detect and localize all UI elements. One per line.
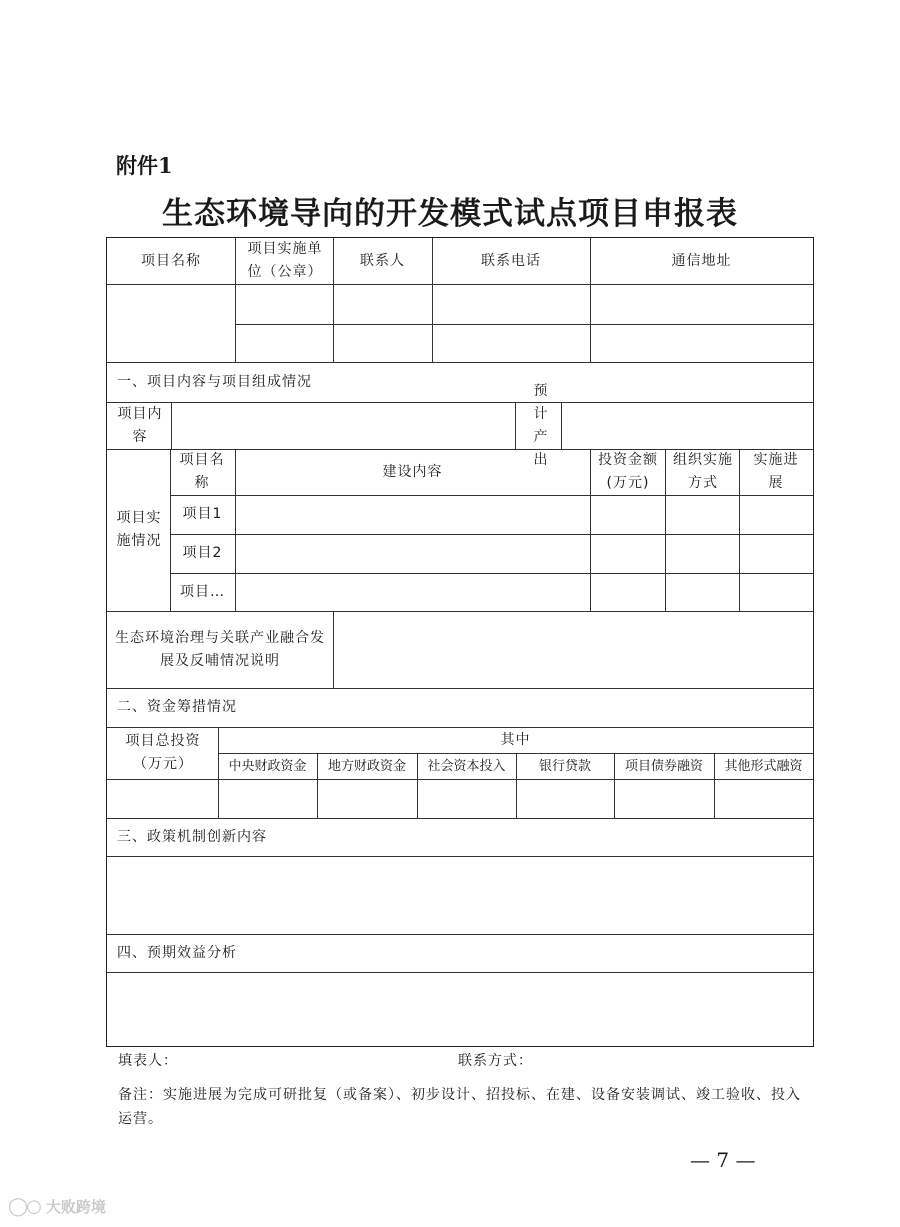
local-fiscal-funds-header: 地方财政资金: [327, 758, 406, 774]
attachment-label: 附件1: [116, 153, 173, 178]
industry-integration-label: 生态环境治理与关联产业融合发展及反哺情况说明: [115, 629, 325, 669]
header-implementing-unit: 项目实施单位（公章）: [247, 241, 323, 280]
page-number: — 7 —: [690, 1148, 756, 1172]
header-contact-person: 联系人: [360, 252, 405, 269]
contact-method-label: 联系方式：: [458, 1053, 533, 1069]
among-label: 其中: [500, 731, 531, 748]
construction-content-header: 建设内容: [382, 463, 443, 480]
project-content-label: 项目内容: [117, 405, 163, 445]
application-form-table: [106, 237, 814, 1047]
bond-financing-header: 项目债券融资: [624, 758, 703, 774]
project-row-more: 项目…: [180, 583, 225, 600]
section3-heading: 三、政策机制创新内容: [117, 828, 267, 845]
header-project-name: 项目名称: [141, 252, 201, 269]
header-contact-phone: 联系电话: [481, 252, 541, 269]
footnote: 备注：实施进展为完成可研批复（或备案）、初步设计、招投标、在建、设备安装调试、竣工验收、投入运营。: [118, 1087, 801, 1127]
watermark: [8, 1196, 106, 1217]
watermark-logo-icon: ◯○: [8, 1196, 40, 1217]
form-title: 生态环境导向的开发模式试点项目申报表: [162, 196, 738, 232]
sub-project-name-header: 项目名称: [179, 452, 225, 491]
section4-heading: 四、预期效益分析: [117, 944, 237, 961]
project-row-1: 项目1: [182, 506, 223, 522]
investment-amount-header: 投资金额(万元): [598, 452, 658, 491]
watermark-text: 大败跨境: [45, 1198, 106, 1216]
section1-heading: 一、项目内容与项目组成情况: [117, 373, 312, 390]
social-capital-header: 社会资本投入: [427, 758, 506, 774]
central-fiscal-funds-header: 中央财政资金: [228, 758, 307, 774]
bank-loan-header: 银行贷款: [538, 758, 591, 774]
expected-output-label: 预计产出: [533, 382, 549, 468]
other-financing-header: 其他形式融资: [724, 758, 803, 774]
project-implementation-label: 项目实施情况: [116, 510, 162, 549]
organization-mode-header: 组织实施方式: [673, 452, 733, 491]
project-row-2: 项目2: [182, 545, 223, 561]
filler-label: 填表人：: [118, 1053, 178, 1069]
section2-heading: 二、资金筹措情况: [117, 699, 237, 715]
total-investment-label: 项目总投资（万元）: [125, 733, 201, 772]
progress-header: 实施进展: [753, 452, 799, 491]
header-mailing-address: 通信地址: [671, 252, 732, 269]
